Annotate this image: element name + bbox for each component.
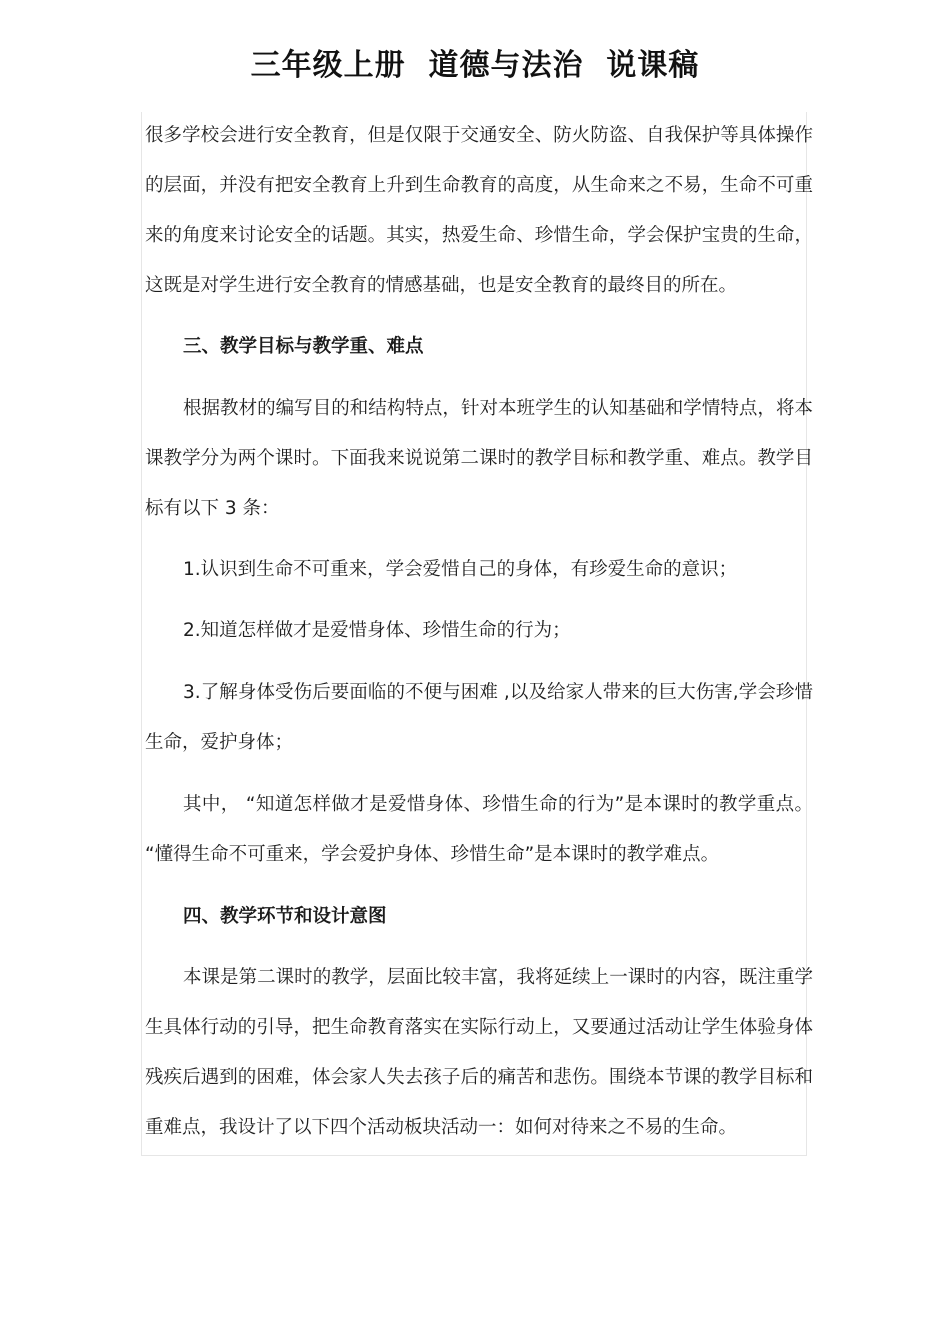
goal-item-2: 2.知道怎样做才是爱惜身体、珍惜生命的行为； — [183, 620, 571, 641]
goal-item-1: 1.认识到生命不可重来，学会爱惜自己的身体，有珍爱生命的意识； — [183, 559, 738, 580]
goal-item-3: 3.了解身体受伤后要面临的不便与困难 ,以及给家人带来的巨大伤害,学会珍惜生命，爱护身体； — [145, 682, 813, 753]
paragraph-activities: 本课是第二课时的教学，层面比较丰富，我将延续上一课时的内容，既注重学生具体行动的引导，把生命教育落实在实际行动上，又要通过活动让学生体验身体残疾后遇到的困难，体会家人失去孩子后的痛苦和悲伤。围绕本节课的教学目标和重难点，我设计了以下四个活动板块活动一：如何对待来之不易的生命。 — [145, 967, 813, 1138]
section-heading-design: 四、教学环节和设计意图 — [183, 906, 387, 927]
section-heading-goals: 三、教学目标与教学重、难点 — [183, 336, 424, 357]
page-title: 三年级上册 道德与法治 说课稿 — [250, 48, 700, 83]
document-body — [141, 112, 813, 1156]
paragraph-lesson-plan: 根据教材的编写目的和结构特点，针对本班学生的认知基础和学情特点，将本课教学分为两个课时。下面我来说说第二课时的教学目标和教学重、难点。教学目标有以下 3 条： — [145, 398, 813, 519]
paragraph-safety-education: 很多学校会进行安全教育，但是仅限于交通安全、防火防盗、自我保护等具体操作的层面，并没有把安全教育上升到生命教育的高度，从生命来之不易，生命不可重来的角度来讨论安全的话题。其实，热爱生命、珍惜生命，学会保护宝贵的生命，这既是对学生进行安全教育的情感基础，也是安全教育的最终目的所在。 — [145, 125, 813, 296]
paragraph-key-points: 其中， “知道怎样做才是爱惜身体、珍惜生命的行为”是本课时的教学重点。 “懂得生命不可重来，学会爱护身体、珍惜生命”是本课时的教学难点。 — [145, 794, 813, 865]
